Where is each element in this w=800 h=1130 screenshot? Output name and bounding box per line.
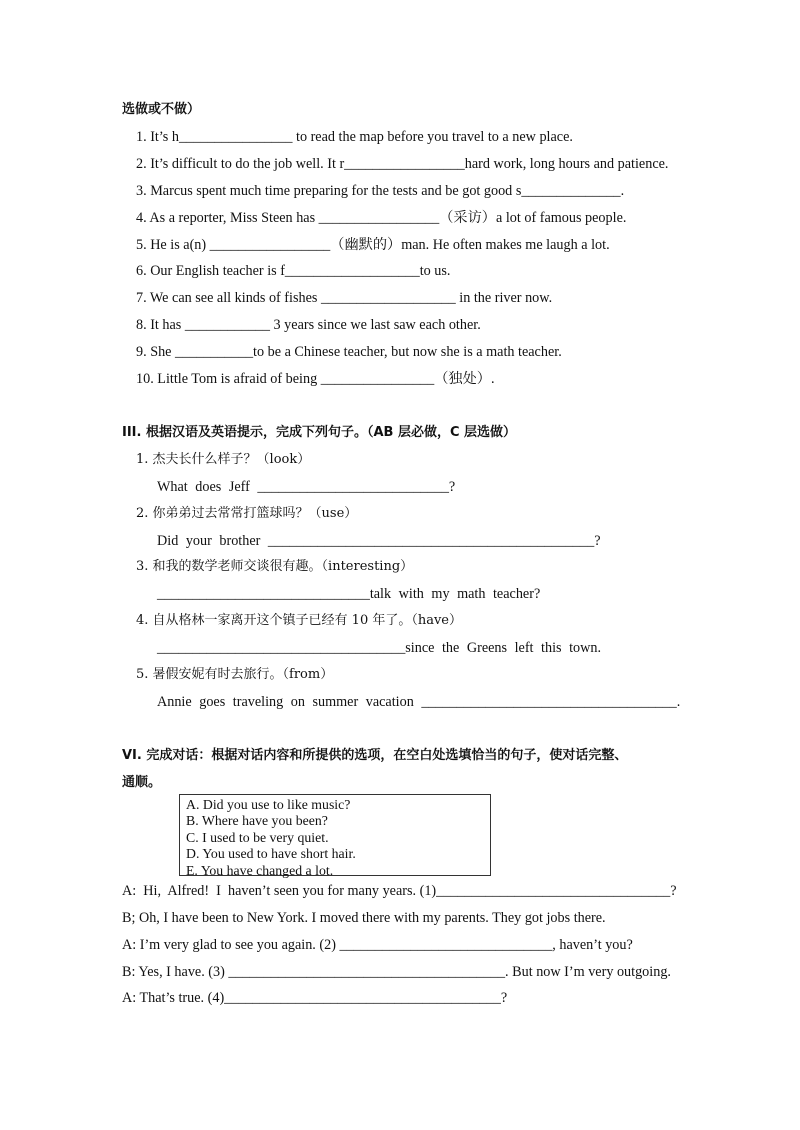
option-item: B. Where have you been?: [186, 813, 328, 829]
dialogue-line: A: Hi, Alfred! I haven’t seen you for many years. (1)_________________________________?: [122, 883, 677, 899]
option-item: C. I used to be very quiet.: [186, 829, 329, 845]
list-item: 1. It’s h________________ to read the map before you travel to a new place.: [136, 129, 573, 145]
section6-title: VI. 完成对话：根据对话内容和所提供的选项，在空白处选填恰当的句子，使对话完整、: [122, 748, 628, 763]
list-item: 6. Our English teacher is f___________________to us.: [136, 263, 451, 279]
option-item: D. You used to have short hair.: [186, 846, 356, 862]
list-item: 7. We can see all kinds of fishes ___________________ in the river now.: [136, 290, 553, 306]
section1-tail: 选做或不做）: [122, 102, 201, 117]
dialogue-line: A: I’m very glad to see you again. (2) ______________________________, haven’t you?: [122, 937, 633, 953]
list-item-answer: Annie goes traveling on summer vacation ____________________________________.: [157, 694, 681, 710]
section3-title: III. 根据汉语及英语提示，完成下列句子。（AB 层必做，C 层选做）: [122, 425, 517, 440]
list-item-prompt: 2. 你弟弟过去常常打篮球吗？（use）: [136, 506, 358, 521]
list-item-prompt: 4. 自从格林一家离开这个镇子已经有 10 年了。（have）: [136, 613, 463, 628]
option-item: E. You have changed a lot.: [186, 862, 334, 878]
list-item: 2. It’s difficult to do the job well. It r_________________hard work, long hours and patience.: [136, 156, 669, 172]
list-item: 4. As a reporter, Miss Steen has _________________（采访）a lot of famous people.: [136, 210, 627, 226]
list-item-answer: ______________________________talk with my math teacher?: [157, 586, 541, 602]
list-item-prompt: 1. 杰夫长什么样子？（look）: [136, 452, 311, 467]
list-item-prompt: 3. 和我的数学老师交谈很有趣。（interesting）: [136, 559, 414, 574]
list-item: 10. Little Tom is afraid of being ________________（独处）.: [136, 371, 495, 387]
list-item-answer: ___________________________________since the Greens left this town.: [157, 640, 602, 656]
dialogue-line: A: That’s true. (4)_______________________________________?: [122, 990, 508, 1006]
list-item-answer: What does Jeff ___________________________?: [157, 479, 456, 495]
list-item: 8. It has ____________ 3 years since we last saw each other.: [136, 317, 481, 333]
list-item: 5. He is a(n) _________________（幽默的）man. He often makes me laugh a lot.: [136, 237, 610, 253]
section6-title-cont: 通顺。: [122, 775, 162, 790]
list-item: 9. She ___________to be a Chinese teacher, but now she is a math teacher.: [136, 344, 562, 360]
option-item: A. Did you use to like music?: [186, 797, 351, 812]
options-box: [179, 794, 491, 876]
dialogue-line: B: Yes, I have. (3) _______________________________________. But now I’m very outgoing.: [122, 964, 671, 980]
list-item-answer: Did your brother ______________________________________________?: [157, 533, 601, 549]
list-item-prompt: 5. 暑假安妮有时去旅行。（from）: [136, 667, 334, 682]
dialogue-line: B; Oh, I have been to New York. I moved there with my parents. They got jobs there.: [122, 910, 606, 926]
list-item: 3. Marcus spent much time preparing for the tests and be got good s______________.: [136, 183, 625, 199]
